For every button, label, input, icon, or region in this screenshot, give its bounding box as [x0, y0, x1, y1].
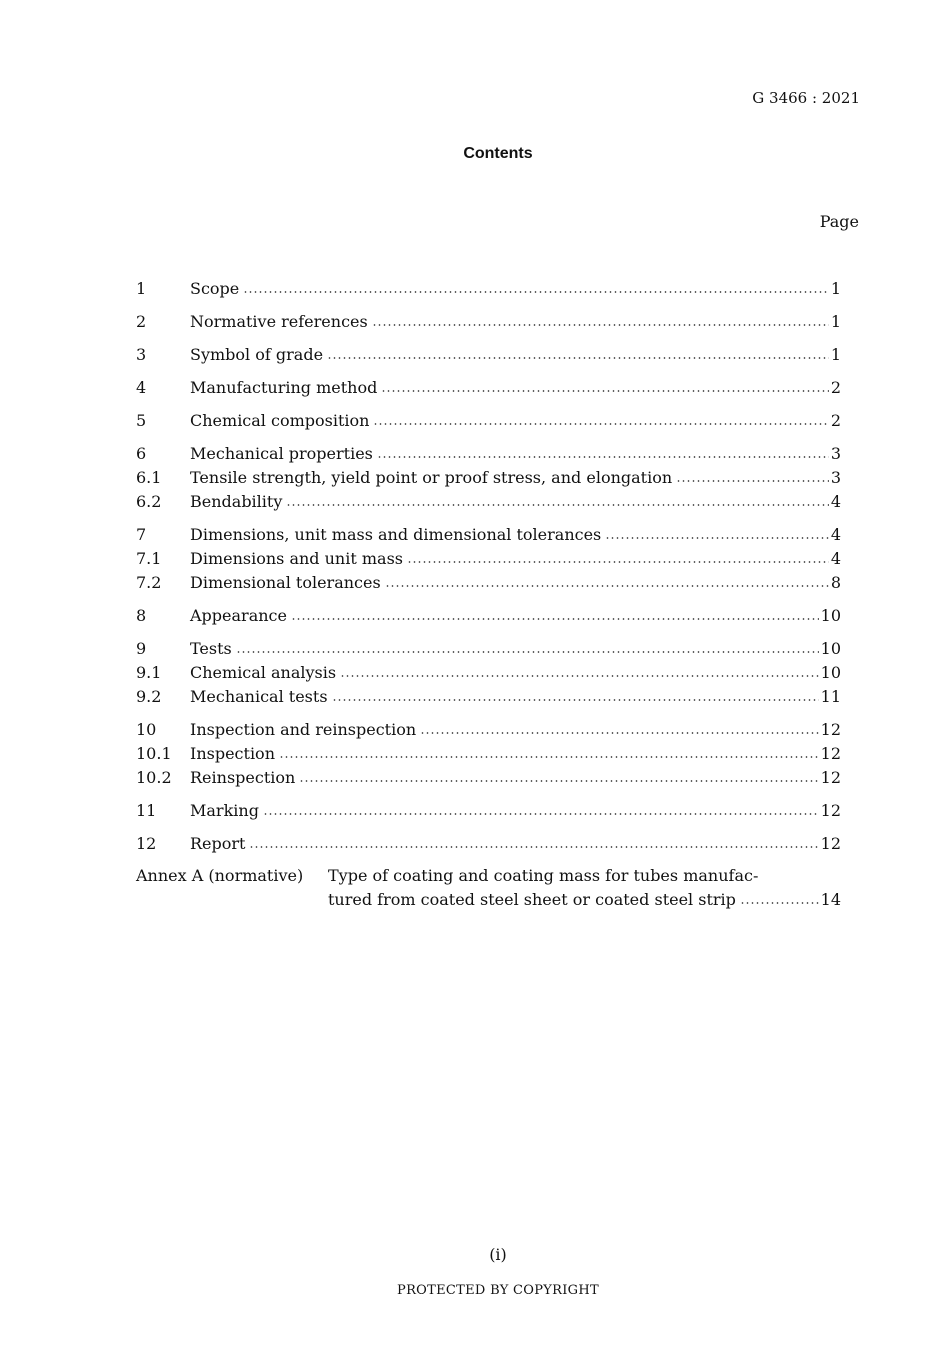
dot-leader: [332, 699, 819, 701]
toc-entry-title: Dimensions and unit mass: [190, 549, 403, 568]
annex-number: Annex A (normative): [136, 866, 304, 885]
toc-entry[interactable]: [136, 661, 841, 685]
annex-title-block: [328, 864, 841, 912]
dot-leader: [327, 357, 829, 359]
toc-entry-page: 10: [820, 663, 841, 682]
toc-entry-page: 4: [830, 549, 841, 568]
toc-entry-title: Reinspection: [190, 768, 296, 787]
toc-entry-title: Mechanical tests: [190, 687, 328, 706]
toc-entry-page: 10: [820, 639, 841, 658]
toc-entry[interactable]: [136, 637, 841, 661]
toc-entry[interactable]: [136, 343, 841, 367]
toc-entry-title: Dimensional tolerances: [190, 573, 381, 592]
toc-entry[interactable]: [136, 799, 841, 823]
toc-entry-number: 8: [136, 606, 147, 625]
toc-entry-title: Symbol of grade: [190, 345, 324, 364]
toc-group: [136, 376, 841, 400]
toc-entry-number: 10.2: [136, 768, 172, 787]
dot-leader: [279, 756, 819, 758]
dot-leader: [605, 537, 829, 539]
annex-title-line: Type of coating and coating mass for tubes manufac-: [328, 866, 759, 885]
dot-leader: [236, 651, 819, 653]
toc-entry[interactable]: [136, 277, 841, 301]
toc-entry-number: 2: [136, 312, 147, 331]
toc-entry-title: Report: [190, 834, 246, 853]
toc-entry-title: Appearance: [190, 606, 287, 625]
toc-entry[interactable]: [136, 547, 841, 571]
toc-entry-number: 10.1: [136, 744, 172, 763]
toc-entry-page: 8: [830, 573, 841, 592]
toc-entry[interactable]: [136, 685, 841, 709]
toc-entry-page: 2: [830, 411, 841, 430]
dot-leader: [291, 618, 819, 620]
toc-entry-title: Mechanical properties: [190, 444, 373, 463]
toc-group: [136, 832, 841, 856]
toc-entry[interactable]: [136, 571, 841, 595]
toc-entry-number: 7.2: [136, 573, 162, 592]
toc-entry[interactable]: [136, 523, 841, 547]
toc-entry[interactable]: [136, 409, 841, 433]
page-column-label: Page: [819, 212, 859, 231]
dot-leader: [381, 390, 828, 392]
toc-entry-page: 10: [820, 606, 841, 625]
toc-entry[interactable]: [136, 310, 841, 334]
annex-title-continuation: tured from coated steel sheet or coated steel strip: [328, 890, 736, 909]
toc-entry-number: 7: [136, 525, 147, 544]
toc-entry-title: Manufacturing method: [190, 378, 378, 397]
toc-entry-number: 9: [136, 639, 147, 658]
dot-leader: [407, 561, 829, 563]
toc-entry-title: Dimensions, unit mass and dimensional tolerances: [190, 525, 602, 544]
document-id: G 3466 : 2021: [752, 89, 860, 107]
toc-entry-number: 6: [136, 444, 147, 463]
dot-leader: [243, 291, 829, 293]
toc-entry-number: 6.1: [136, 468, 162, 487]
toc-entry-page: 4: [830, 525, 841, 544]
toc-entry-title: Chemical composition: [190, 411, 370, 430]
toc-entry[interactable]: [136, 442, 841, 466]
toc-group: [136, 718, 841, 790]
dot-leader: [263, 813, 819, 815]
toc-entry-page: 1: [830, 279, 841, 298]
toc-entry-title: Normative references: [190, 312, 368, 331]
toc-entry-page: 3: [830, 444, 841, 463]
toc-entry[interactable]: [136, 604, 841, 628]
toc-group: [136, 310, 841, 334]
toc-group: [136, 604, 841, 628]
toc-entry-number: 5: [136, 411, 147, 430]
toc-entry-page: 4: [830, 492, 841, 511]
toc-entry-number: 7.1: [136, 549, 162, 568]
toc-entry-title: Tensile strength, yield point or proof stress, and elongation: [190, 468, 673, 487]
dot-leader: [740, 902, 819, 904]
toc-group: [136, 409, 841, 433]
footer-page-number: (i): [489, 1245, 507, 1264]
page-title: Contents: [463, 145, 533, 162]
dot-leader: [372, 324, 829, 326]
toc-entry-page: 12: [820, 744, 841, 763]
dot-leader: [286, 504, 828, 506]
toc-entry-number: 1: [136, 279, 147, 298]
toc-entry-title: Bendability: [190, 492, 283, 511]
toc-entry-page: 12: [820, 834, 841, 853]
dot-leader: [299, 780, 818, 782]
toc-entry-page: 3: [830, 468, 841, 487]
dot-leader: [385, 585, 829, 587]
toc-group: [136, 799, 841, 823]
toc-entry-page: 2: [830, 378, 841, 397]
toc-entry-number: 11: [136, 801, 157, 820]
toc-group: [136, 277, 841, 301]
toc-entry-page: 12: [820, 801, 841, 820]
copyright-notice: PROTECTED BY COPYRIGHT: [397, 1283, 599, 1298]
toc-entry[interactable]: [136, 832, 841, 856]
toc-entry-page: 1: [830, 312, 841, 331]
toc-entry-title: Inspection and reinspection: [190, 720, 417, 739]
toc-entry-title: Tests: [190, 639, 232, 658]
toc-entry-number: 10: [136, 720, 157, 739]
annex-title-line-end: [328, 888, 841, 912]
toc-entry-title: Marking: [190, 801, 259, 820]
toc-entry-page: 1: [830, 345, 841, 364]
toc-entry-page: 11: [820, 687, 841, 706]
toc-entry-number: 3: [136, 345, 147, 364]
toc-entry[interactable]: [136, 466, 841, 490]
toc-entry[interactable]: [136, 376, 841, 400]
dot-leader: [373, 423, 828, 425]
toc-entry[interactable]: [136, 718, 841, 742]
toc-entry[interactable]: [136, 490, 841, 514]
toc-entry-title: Chemical analysis: [190, 663, 337, 682]
dot-leader: [249, 846, 818, 848]
dot-leader: [676, 480, 829, 482]
table-of-contents: [136, 277, 841, 912]
dot-leader: [377, 456, 829, 458]
dot-leader: [420, 732, 818, 734]
toc-entry-number: 4: [136, 378, 147, 397]
toc-entry-number: 6.2: [136, 492, 162, 511]
toc-entry-page: 12: [820, 720, 841, 739]
toc-entry-title: Inspection: [190, 744, 275, 763]
toc-entry[interactable]: [136, 742, 841, 766]
toc-annex-entry[interactable]: [136, 864, 841, 912]
dot-leader: [340, 675, 819, 677]
toc-entry[interactable]: [136, 766, 841, 790]
toc-entry-number: 12: [136, 834, 157, 853]
toc-group: [136, 442, 841, 514]
toc-group: [136, 523, 841, 595]
toc-entry-number: 9.2: [136, 687, 162, 706]
toc-entry-page: 12: [820, 768, 841, 787]
toc-group: [136, 343, 841, 367]
toc-entry-title: Scope: [190, 279, 240, 298]
toc-entry-number: 9.1: [136, 663, 162, 682]
annex-page: 14: [820, 890, 841, 909]
toc-group: [136, 637, 841, 709]
